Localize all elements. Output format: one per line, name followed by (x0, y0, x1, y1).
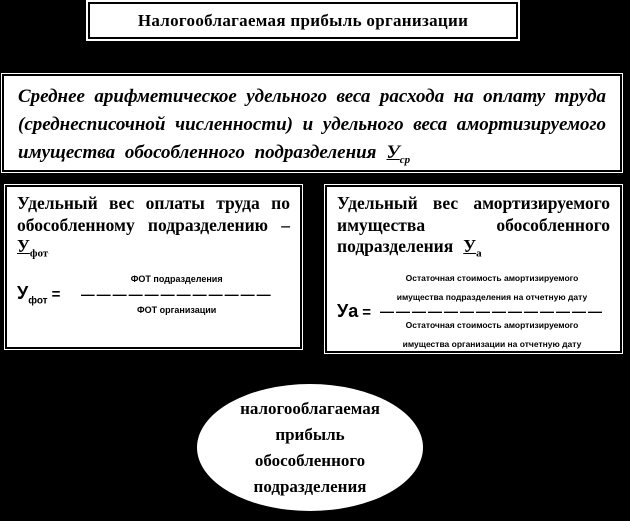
property-heading-line-1: Удельный вес амортизируемого (337, 193, 610, 213)
labor-heading-line-2: обособленному подразделению – (17, 214, 290, 235)
property-numerator-line-2: имущества подразделения на отчетную дату (396, 292, 588, 302)
labor-share-box (5, 185, 302, 349)
property-share-box (325, 185, 622, 353)
property-symbol-subscript: а (476, 247, 482, 260)
property-fraction (374, 269, 610, 354)
avg-symbol-base: У (386, 142, 400, 163)
property-formula-lhs-base: Уа (337, 301, 359, 321)
labor-fraction-bar: ———————————— (80, 290, 273, 299)
avg-symbol-subscript: ср (399, 153, 411, 166)
avg-line-1: Среднее арифметическое удельного веса расхода на оплату труда (18, 86, 606, 107)
property-fraction-bar: —————————————— (379, 307, 604, 316)
labor-heading-line-1: Удельный вес оплаты труда по (17, 193, 290, 213)
labor-formula-lhs-base: У (17, 282, 29, 303)
result-line-4: подразделения (253, 476, 367, 496)
labor-heading-line-3 (17, 236, 290, 265)
property-denominator-line-1: Остаточная стоимость амортизируемого (405, 320, 579, 330)
equals-sign: = (51, 285, 61, 303)
labor-formula (17, 273, 290, 316)
labor-fraction-numerator: ФОТ подразделения (130, 274, 223, 284)
property-heading-line-3-text: подразделения (337, 236, 454, 256)
property-formula-lhs (337, 301, 374, 322)
labor-formula-lhs (17, 283, 63, 307)
result-line-3: обособленного (254, 450, 366, 470)
labor-fraction (63, 273, 290, 316)
property-symbol-base: У (463, 236, 477, 256)
labor-heading (17, 193, 290, 265)
property-symbol-u-a (463, 236, 482, 260)
labor-symbol-subscript: фот (29, 247, 49, 260)
result-ellipse (197, 384, 423, 511)
avg-line-2: (среднесписочной численности) и удельного веса амортизируемого (18, 114, 606, 135)
property-heading (337, 193, 610, 265)
labor-fraction-denominator: ФОТ организации (136, 305, 217, 315)
labor-symbol-u-fot (17, 236, 49, 260)
property-denominator-line-2: имущества организации на отчетную дату (402, 339, 582, 349)
org-profit-title: Налогооблагаемая прибыль организации (137, 10, 469, 30)
property-heading-line-3 (337, 236, 610, 265)
avg-symbol-u-sr (386, 142, 411, 166)
avg-line-3 (18, 139, 606, 174)
org-profit-box (88, 2, 518, 39)
property-heading-line-2: имущества обособленного (337, 214, 610, 235)
property-formula (337, 269, 610, 354)
avg-line-3-text: имущества обособленного подразделения (18, 142, 377, 163)
result-line-2: прибыль (275, 424, 345, 444)
labor-formula-lhs-subscript: фот (28, 295, 48, 307)
result-line-1: налогооблагаемая (240, 398, 380, 418)
average-weight-box (2, 74, 622, 172)
property-numerator-line-1: Остаточная стоимость амортизируемого (405, 273, 579, 283)
labor-symbol-base: У (17, 236, 30, 256)
equals-sign: = (362, 304, 371, 321)
